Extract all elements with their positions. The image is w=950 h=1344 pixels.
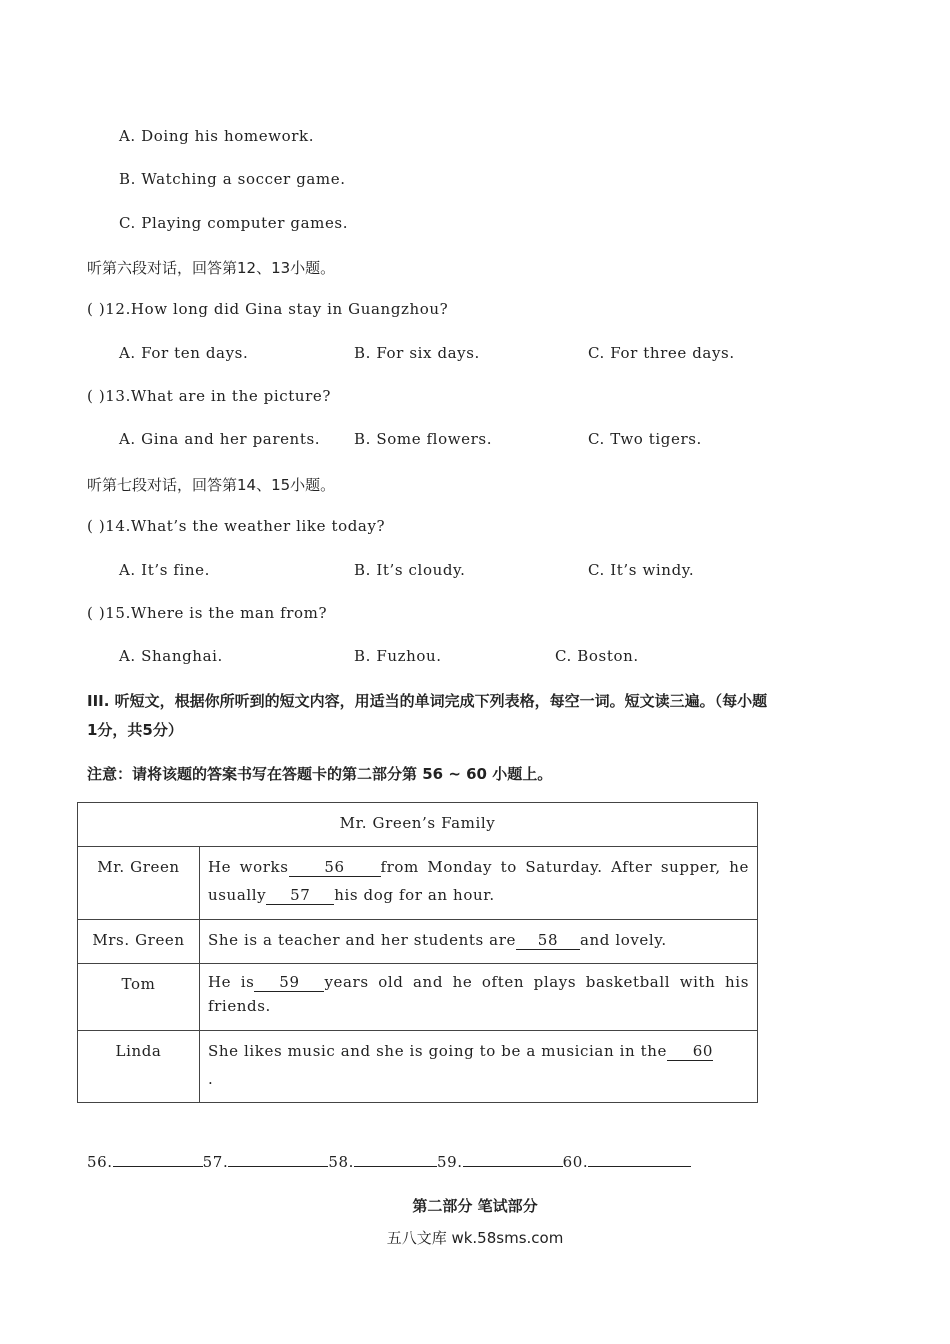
question-text: 14.What’s the weather like today? — [105, 517, 386, 535]
answer-line-60[interactable] — [588, 1152, 691, 1167]
answer-paren: ( ) — [87, 387, 106, 405]
option-text: C. Boston. — [555, 647, 639, 665]
question-14 — [87, 517, 385, 535]
option-text: C. For three days. — [588, 344, 735, 362]
member-name: Mrs. Green — [78, 920, 200, 964]
table-row — [78, 964, 758, 1031]
part3-instruction-cont: 1分，共5分） — [87, 721, 183, 739]
table-row — [78, 847, 758, 920]
member-desc: She is a teacher and her students are 58 and lovely. — [200, 920, 758, 964]
option-text: B. Watching a soccer game. — [119, 170, 346, 188]
answer-paren: ( ) — [87, 604, 106, 622]
option-text: C. It’s windy. — [588, 561, 695, 579]
option-text: B. Some flowers. — [354, 430, 493, 448]
option-text: C. Two tigers. — [588, 430, 702, 448]
blank-60[interactable]: 60 — [667, 1042, 713, 1061]
answer-paren: ( ) — [87, 300, 106, 318]
footer-watermark: 五八文库 wk.58sms.com — [386, 1229, 564, 1247]
option-text: A. Doing his homework. — [119, 127, 315, 145]
question-text: 15.Where is the man from? — [105, 604, 328, 622]
member-desc: He is 59 years old and he often plays basketball with his friends. — [200, 964, 758, 1031]
part3-instruction: III. 听短文，根据你所听到的短文内容，用适当的单词完成下列表格，每空一词。短文读三遍。（每小题 — [87, 692, 768, 710]
option-text: B. It’s cloudy. — [354, 561, 466, 579]
answer-line-57[interactable] — [228, 1152, 328, 1167]
option-text: A. Gina and her parents. — [119, 430, 321, 448]
option-text: B. Fuzhou. — [354, 647, 442, 665]
member-name: Linda — [78, 1031, 200, 1103]
option-text: A. Shanghai. — [119, 647, 223, 665]
question-text: 12.How long did Gina stay in Guangzhou? — [105, 300, 449, 318]
section-header: 听第六段对话，回答第12、13小题。 — [87, 259, 336, 277]
table-row — [78, 1031, 758, 1103]
option-text: B. For six days. — [354, 344, 480, 362]
answer-label: 57. — [202, 1153, 229, 1171]
table-title: Mr. Green’s Family — [78, 803, 758, 847]
answer-line-59[interactable] — [463, 1152, 563, 1167]
answer-label: 58. — [328, 1153, 354, 1171]
member-name: Tom — [78, 964, 200, 1031]
member-name: Mr. Green — [78, 847, 200, 920]
table-row — [78, 920, 758, 964]
question-13 — [87, 387, 331, 405]
family-table — [77, 802, 758, 1103]
answer-paren: ( ) — [87, 517, 106, 535]
answer-line-56[interactable] — [113, 1152, 203, 1167]
answer-lines — [87, 1152, 691, 1171]
question-text: 13.What are in the picture? — [105, 387, 332, 405]
answer-label: 60. — [562, 1153, 589, 1171]
question-12 — [87, 300, 448, 318]
answer-label: 56. — [87, 1153, 113, 1171]
answer-label: 59. — [436, 1153, 463, 1171]
blank-56[interactable]: 56 — [289, 858, 381, 877]
blank-57[interactable]: 57 — [266, 886, 334, 905]
option-text: C. Playing computer games. — [119, 214, 349, 232]
option-text: A. For ten days. — [119, 344, 249, 362]
part3-note: 注意：请将该题的答案书写在答题卡的第二部分第 56 ~ 60 小题上。 — [87, 765, 553, 783]
option-text: A. It’s fine. — [119, 561, 211, 579]
answer-line-58[interactable] — [354, 1152, 437, 1167]
blank-59[interactable]: 59 — [254, 973, 324, 992]
question-15 — [87, 604, 327, 622]
section-header: 听第七段对话，回答第14、15小题。 — [87, 476, 336, 494]
part2-heading: 第二部分 笔试部分 — [412, 1197, 538, 1215]
blank-58[interactable]: 58 — [516, 931, 580, 950]
member-desc: He works 56 from Monday to Saturday. After supper, he usually 57 his dog for an hour. — [200, 847, 758, 920]
member-desc: She likes music and she is going to be a musician in the 60 . — [200, 1031, 758, 1103]
